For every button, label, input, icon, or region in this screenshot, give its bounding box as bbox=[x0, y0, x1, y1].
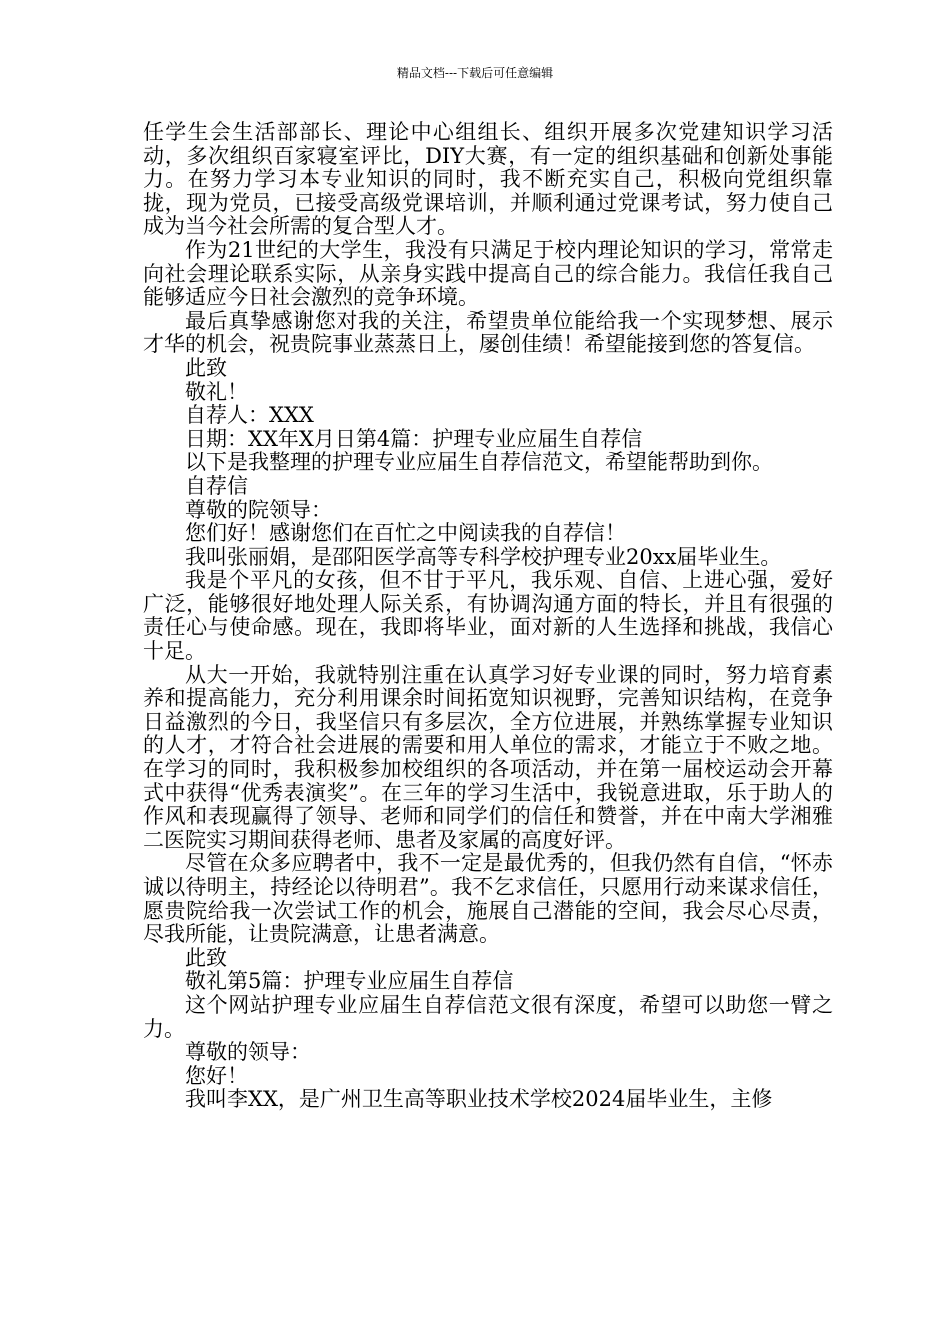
paragraph: 任学生会生活部部长、理论中心组组长、组织开展多次党建知识学习活动，多次组织百家寝室评比，DIY大赛，有一定的组织基础和创新处事能力。在努力学习本专业知识的同时，我不断充实自己，积极向党组织靠拢，现为党员，已接受高级党课培训，并顺利通过党课考试，努力使自己成为当今社会所需的复合型人才。 bbox=[143, 120, 833, 239]
paragraph: 作为21世纪的大学生，我没有只满足于校内理论知识的学习，常常走向社会理论联系实际，从亲身实践中提高自己的综合能力。我信任我自己能够适应今日社会激烈的竞争环境。 bbox=[143, 237, 833, 310]
paragraph: 您们好！感谢您们在百忙之中阅读我的自荐信！ bbox=[185, 521, 626, 546]
paragraph: 尊敬的领导： bbox=[185, 1040, 311, 1065]
paragraph: 敬礼！ bbox=[185, 379, 248, 404]
paragraph: 日期：XX年X月日第4篇：护理专业应届生自荐信 bbox=[185, 426, 643, 451]
paragraph: 尽管在众多应聘者中，我不一定是最优秀的，但我仍然有自信，“怀赤诚以待明主，持经论以待明君”。我不乞求信任，只愿用行动来谋求信任，愿贵院给我一次尝试工作的机会，施展自己潜能的空间，我会尽心尽责，尽我所能，让贵院满意，让患者满意。 bbox=[143, 851, 833, 947]
paragraph: 这个网站护理专业应届生自荐信范文很有深度，希望可以助您一臂之力。 bbox=[143, 992, 833, 1041]
document-body bbox=[143, 121, 833, 1112]
paragraph: 此致 bbox=[185, 945, 227, 970]
paragraph: 尊敬的院领导： bbox=[185, 497, 332, 522]
paragraph: 敬礼第5篇：护理专业应届生自荐信 bbox=[185, 969, 514, 994]
paragraph: 自荐信 bbox=[185, 473, 248, 498]
paragraph: 我是个平凡的女孩，但不甘于平凡，我乐观、自信、上进心强，爱好广泛，能够很好地处理人际关系，有协调沟通方面的特长，并且有很强的责任心与使命感。现在，我即将毕业，面对新的人生选择和挑战，我信心十足。 bbox=[143, 568, 833, 664]
paragraph: 以下是我整理的护理专业应届生自荐信范文，希望能帮助到你。 bbox=[185, 450, 773, 475]
paragraph: 我叫张丽娟，是邵阳医学高等专科学校护理专业20xx届毕业生。 bbox=[185, 544, 782, 569]
paragraph: 最后真挚感谢您对我的关注，希望贵单位能给我一个实现梦想、展示才华的机会，祝贵院事业蒸蒸日上，屡创佳绩！希望能接到您的答复信。 bbox=[143, 308, 833, 357]
paragraph: 此致 bbox=[185, 355, 227, 380]
paragraph: 自荐人：XXX bbox=[185, 403, 314, 428]
paragraph: 我叫李XX，是广州卫生高等职业技术学校2024届毕业生，主修 bbox=[185, 1087, 773, 1112]
page-header: 精品文档---下载后可任意编辑 bbox=[396, 66, 554, 80]
paragraph: 您好！ bbox=[185, 1063, 248, 1088]
paragraph: 从大一开始，我就特别注重在认真学习好专业课的同时，努力培育素养和提高能力，充分利用课余时间拓宽知识视野，完善知识结构，在竞争日益激烈的今日，我坚信只有多层次，全方位进展，并熟练掌握专业知识的人才，才符合社会进展的需要和用人单位的需求，才能立于不败之地。在学习的同时，我积极参加校组织的各项活动，并在第一届校运动会开幕式中获得“优秀表演奖”。在三年的学习生活中，我锐意进取，乐于助人的作风和表现赢得了领导、老师和同学们的信任和赞誉，并在中南大学湘雅二医院实习期间获得老师、患者及家属的高度好评。 bbox=[143, 662, 833, 852]
